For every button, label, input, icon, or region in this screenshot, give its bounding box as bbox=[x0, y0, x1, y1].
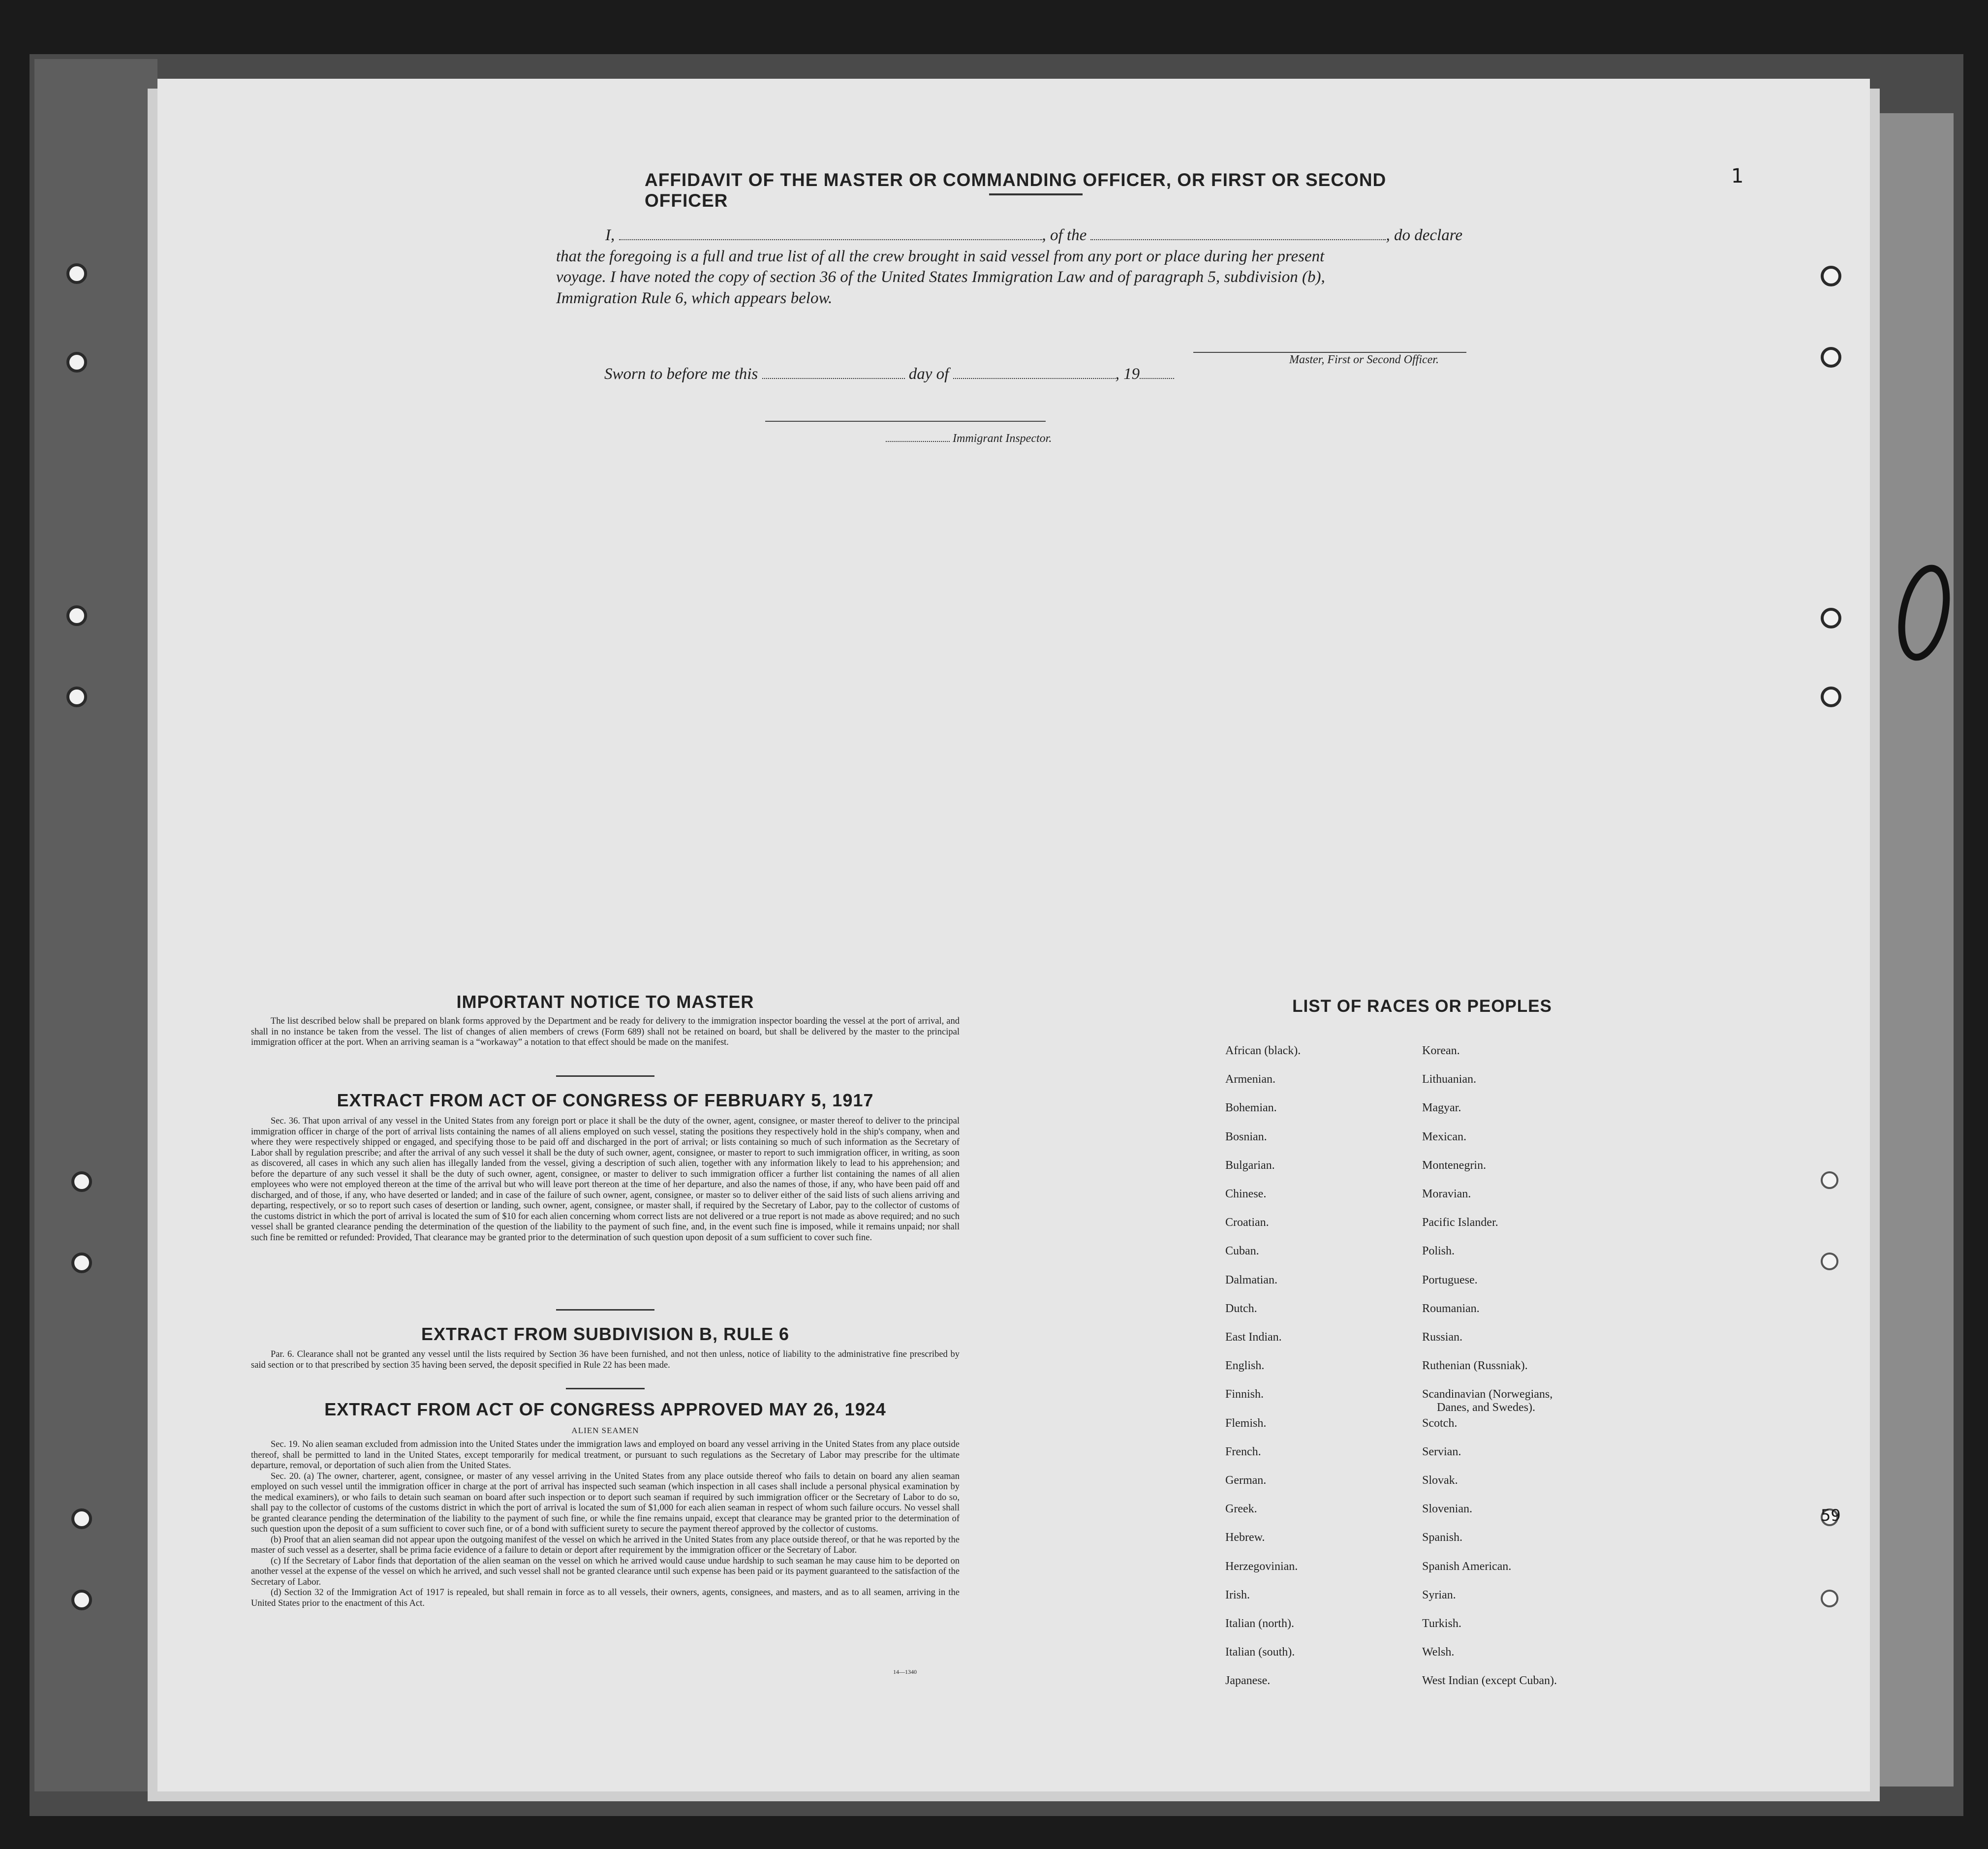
master-signature-line bbox=[1193, 352, 1466, 353]
sworn-line bbox=[604, 365, 1174, 383]
name-blank bbox=[619, 228, 1042, 240]
race-item: Bulgarian. bbox=[1225, 1159, 1275, 1172]
extract-1917-title: EXTRACT FROM ACT OF CONGRESS OF FEBRUARY 5, 1917 bbox=[337, 1090, 874, 1110]
section-rule bbox=[566, 1388, 645, 1389]
race-item: Croatian. bbox=[1225, 1216, 1269, 1229]
races-title: LIST OF RACES OR PEOPLES bbox=[1292, 997, 1552, 1016]
binder-hole bbox=[71, 1508, 92, 1529]
affidavit-of-the: , of the bbox=[1042, 226, 1087, 244]
race-item: Flemish. bbox=[1225, 1416, 1267, 1430]
section-rule bbox=[556, 1309, 654, 1311]
extract-rule6-paragraph: Par. 6. Clearance shall not be granted any vessel until the lists required by Section 36 have been furnished, and not then unless, notice of liability to the administrative fine prescribed by said section or to that prescribed by section 35 having been served, the deposit specified in Rule 22 has been made. bbox=[251, 1349, 960, 1370]
race-item: French. bbox=[1225, 1445, 1261, 1458]
binder-hole bbox=[66, 687, 87, 707]
race-item: Danes, and Swedes). bbox=[1437, 1401, 1535, 1414]
race-item: Turkish. bbox=[1422, 1617, 1461, 1630]
notice-body bbox=[251, 1016, 960, 1048]
extract-1924-title: EXTRACT FROM ACT OF CONGRESS APPROVED MAY 26, 1924 bbox=[324, 1399, 886, 1419]
race-item: Italian (south). bbox=[1225, 1646, 1295, 1659]
notice-paragraph: The list described below shall be prepared on blank forms approved by the Department and be ready for delivery to the immigration inspector boarding the vessel at the port of arrival, and shall in no instance be taken from the vessel. The list of changes of alien members of crews (Form 689) shall not be retained on board, but shall be delivered by the master to the principal immigration officer at the port. When an arriving seaman is a “workaway” a notation to that effect should be made on the manifest. bbox=[251, 1016, 960, 1047]
affidavit-line-4: Immigration Rule 6, which appears below. bbox=[556, 289, 833, 307]
notice-title: IMPORTANT NOTICE TO MASTER bbox=[456, 992, 754, 1012]
binder-hole bbox=[1821, 347, 1841, 368]
race-item: Finnish. bbox=[1225, 1388, 1264, 1401]
race-item: Bosnian. bbox=[1225, 1130, 1267, 1143]
inspector-signature-line bbox=[765, 421, 1046, 422]
master-signature-label: Master, First or Second Officer. bbox=[1289, 353, 1439, 366]
sworn-year: , 19 bbox=[1115, 365, 1140, 383]
race-item: African (black). bbox=[1225, 1044, 1301, 1057]
sworn-prefix: Sworn to before me this bbox=[604, 365, 758, 383]
race-item: Roumanian. bbox=[1422, 1302, 1480, 1315]
affidavit-declare: , do declare bbox=[1386, 226, 1462, 244]
title-rule bbox=[989, 193, 1083, 195]
affidavit-title: AFFIDAVIT OF THE MASTER OR COMMANDING OFFICER, OR FIRST OR SECOND OFFICER bbox=[645, 170, 1387, 211]
vessel-blank bbox=[1090, 228, 1386, 240]
binder-hole bbox=[66, 605, 87, 626]
punch-hole bbox=[1821, 1590, 1838, 1607]
race-item: Chinese. bbox=[1225, 1188, 1267, 1200]
race-item: West Indian (except Cuban). bbox=[1422, 1674, 1557, 1688]
race-item: Montenegrin. bbox=[1422, 1159, 1486, 1172]
race-item: Spanish American. bbox=[1422, 1560, 1512, 1573]
extract-1924-paragraph: Sec. 19. No alien seaman excluded from admission into the United States under the immigration laws and employed on board any vessel arriving in the United States from any place outside thereof, shall be permitted to land in the United States, except temporarily for medical treatment, or pursuant to such regulations as the Secretary of Labor may prescribe for the ultimate departure, removal, or deportation of such alien from the United States. bbox=[251, 1440, 960, 1471]
race-item: Pacific Islander. bbox=[1422, 1216, 1498, 1229]
race-item: East Indian. bbox=[1225, 1331, 1282, 1344]
race-item: Welsh. bbox=[1422, 1646, 1455, 1659]
race-item: Magyar. bbox=[1422, 1101, 1461, 1115]
inspector-text: Immigrant Inspector. bbox=[953, 432, 1052, 445]
race-item: Ruthenian (Russniak). bbox=[1422, 1359, 1528, 1373]
binder-hole bbox=[71, 1590, 92, 1610]
race-item: Hebrew. bbox=[1225, 1531, 1265, 1544]
binder-hole bbox=[71, 1171, 92, 1192]
form-number: 14—1340 bbox=[893, 1668, 917, 1675]
sworn-year-blank bbox=[1140, 367, 1174, 379]
extract-1917-paragraph: Sec. 36. That upon arrival of any vessel in the United States from any foreign port or place it shall be the duty of the owner, agent, consignee, or master thereof to deliver to the principal immigration officer in charge of the port of arrival lists containing the names of all aliens employed on such vessel, stating the positions they respectively hold in the ship's company, when and where they were respectively shipped or engaged, and specifying those to be paid off and discharged in the port of arrival; or lists containing so much of such information as the Secretary of Labor shall by regulation prescribe; and after the arrival of any such vessel it shall be the duty of such owner, agent, consignee, or master to report to such immigration officer, in writing, as soon as discovered, all cases in which any such alien has illegally landed from the vessel, giving a description of such alien, together with any information likely to lead to his apprehension; and before the departure of any such vessel it shall be the duty of such owner, agent, consignee, or master to deliver to such immigration officer a further list containing the names of all alien employees who were not employed thereon at the time of the arrival but who will leave port thereon at the time of her departure, and also the names of those, if any, who have been paid off and discharged, and of those, if any, who have deserted or landed; and in case of the failure of such owner, agent, consignee, or master so to deliver either of the said lists of such aliens arriving and departing, respectively, or so to report such cases of desertion or landing, such owner, agent, consignee, or master shall, if required by the Secretary of Labor, pay to the collector of customs of the customs district in which the port of arrival is located the sum of $10 for each alien concerning whom correct lists are not delivered or a true report is not made as above required; and no such vessel shall be granted clearance pending the determination of the question of the liability to the payment of such fine, and, in the event such fine is imposed, while it remains unpaid; nor shall such fine be remitted or refunded: Provided, That clearance may be granted prior to the determination of such question upon deposit of a sum sufficient to cover such fine. bbox=[251, 1116, 960, 1243]
page-edge-right bbox=[1870, 113, 1954, 1786]
affidavit-i: I, bbox=[605, 226, 615, 244]
race-item: Scotch. bbox=[1422, 1416, 1458, 1430]
race-item: Japanese. bbox=[1225, 1674, 1271, 1688]
affidavit-line-1 bbox=[605, 226, 1516, 245]
extract-1917-body bbox=[251, 1116, 960, 1243]
extract-rule6-body bbox=[251, 1349, 960, 1371]
extract-rule6-title: EXTRACT FROM SUBDIVISION B, RULE 6 bbox=[421, 1324, 790, 1344]
race-item: Slovenian. bbox=[1422, 1503, 1472, 1516]
punch-hole bbox=[1821, 1253, 1838, 1270]
margin-number: 59 bbox=[1821, 1506, 1841, 1525]
extract-1924-paragraph: (d) Section 32 of the Immigration Act of 1917 is repealed, but shall remain in force as to all vessels, their owners, agents, consignees, and masters, and as to all seamen, arriving in the United States prior to the enactment of this Act. bbox=[251, 1588, 960, 1608]
race-item: Italian (north). bbox=[1225, 1617, 1294, 1630]
binder-hole bbox=[1821, 608, 1841, 628]
race-item: German. bbox=[1225, 1474, 1267, 1487]
race-item: Syrian. bbox=[1422, 1588, 1456, 1601]
race-item: Bohemian. bbox=[1225, 1101, 1277, 1115]
race-item: Dalmatian. bbox=[1225, 1273, 1277, 1286]
affidavit-line-2: that the foregoing is a full and true list of all the crew brought in said vessel from any port or place during her present bbox=[556, 248, 1325, 265]
race-item: Korean. bbox=[1422, 1044, 1460, 1057]
inspector-label bbox=[886, 432, 1052, 445]
binder-strip bbox=[34, 59, 157, 1791]
race-item: Polish. bbox=[1422, 1245, 1455, 1258]
inspector-lead-dots bbox=[886, 435, 950, 442]
affidavit-line-3: voyage. I have noted the copy of section 36 of the United States Immigration Law and of paragraph 5, subdivision (b), bbox=[556, 268, 1325, 286]
binder-hole bbox=[66, 352, 87, 373]
sworn-day: day of bbox=[908, 365, 949, 383]
race-item: Lithuanian. bbox=[1422, 1073, 1476, 1086]
race-item: Moravian. bbox=[1422, 1188, 1471, 1200]
punch-hole bbox=[1821, 1171, 1838, 1189]
sworn-date-blank bbox=[762, 367, 905, 379]
extract-1924-subtitle: ALIEN SEAMEN bbox=[571, 1426, 639, 1435]
race-item: Slovak. bbox=[1422, 1474, 1458, 1487]
race-item: Servian. bbox=[1422, 1445, 1461, 1458]
sworn-month-blank bbox=[953, 367, 1116, 379]
extract-1924-paragraph: (c) If the Secretary of Labor finds that deportation of the alien seaman on the vessel on which he arrived would cause undue hardship to such seaman he may cause him to be deported on another vessel at the expense of the vessel on which he arrived, and such vessel shall not be granted clearance until such expense has been paid or its payment guaranteed to the satisfaction of the Secretary of Labor. bbox=[251, 1556, 960, 1587]
race-item: Greek. bbox=[1225, 1503, 1257, 1516]
extract-1924-paragraph: Sec. 20. (a) The owner, charterer, agent, consignee, or master of any vessel arriving in the United States from any place outside thereof who fails to detain on board any alien seaman employed on such vessel until the immigration officer in charge at the port of arrival has inspected such seaman (which inspection in all cases shall include a personal physical examination by the medical examiners), or who fails to detain such seaman on board after such inspection or to deport such seaman if required by such immigration officer or the Secretary of Labor to do so, shall pay to the collector of customs of the customs district in which the port of arrival is located the sum of $1,000 for each alien seaman in respect of whom such failure occurs. No vessel shall be granted clearance pending the determination of the liability to the payment of such fine, or while the fine remains unpaid, except that clearance may be granted prior to the determination of such question upon the deposit of a sum sufficient to cover such fine, or of a bond with sufficient surety to secure the payment thereof approved by the collector of customs. bbox=[251, 1471, 960, 1534]
binder-hole bbox=[66, 263, 87, 284]
race-item: Spanish. bbox=[1422, 1531, 1463, 1544]
handwritten-zero-mark bbox=[1890, 556, 1963, 669]
race-item: English. bbox=[1225, 1359, 1265, 1373]
handwritten-mark: 1 bbox=[1731, 165, 1744, 188]
race-item: Scandinavian (Norwegians, bbox=[1422, 1388, 1553, 1401]
binder-hole bbox=[1821, 687, 1841, 707]
race-item: Cuban. bbox=[1225, 1245, 1259, 1258]
race-item: Irish. bbox=[1225, 1588, 1250, 1601]
race-item: Dutch. bbox=[1225, 1302, 1257, 1315]
extract-1924-paragraph: (b) Proof that an alien seaman did not appear upon the outgoing manifest of the vessel on which he arrived in the United States from any place outside thereof, or that he was reported by the master of such vessel as a deserter, shall be prima facie evidence of a failure to detain or deport after requirement by the immigration officer or the Secretary of Labor. bbox=[251, 1535, 960, 1555]
section-rule bbox=[556, 1075, 654, 1077]
race-item: Herzegovinian. bbox=[1225, 1560, 1298, 1573]
race-item: Russian. bbox=[1422, 1331, 1463, 1344]
binder-hole bbox=[71, 1253, 92, 1273]
binder-hole bbox=[1821, 266, 1841, 286]
extract-1924-body bbox=[251, 1440, 960, 1609]
race-item: Armenian. bbox=[1225, 1073, 1275, 1086]
race-item: Portuguese. bbox=[1422, 1273, 1478, 1286]
race-item: Mexican. bbox=[1422, 1130, 1466, 1143]
